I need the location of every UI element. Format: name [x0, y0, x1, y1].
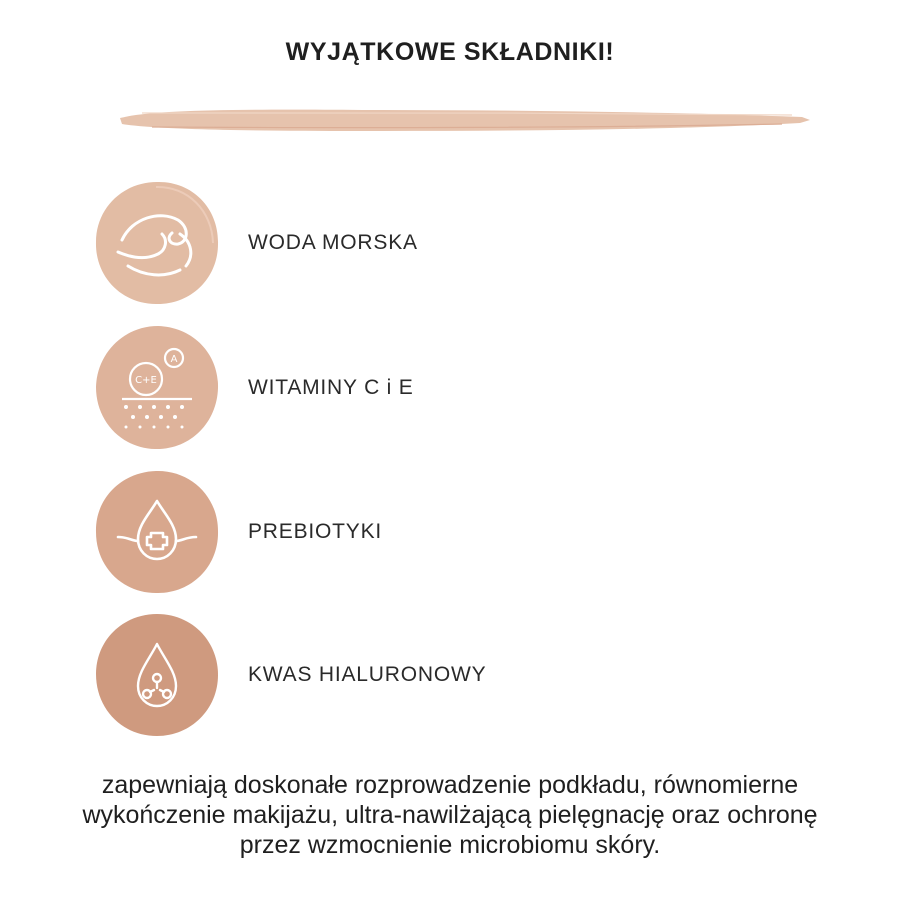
brush-stroke-divider	[112, 100, 812, 140]
ingredient-prebiotyki	[92, 467, 792, 597]
drop-plus-icon	[92, 467, 222, 597]
svg-text:A: A	[170, 354, 178, 365]
vitamins-icon	[92, 323, 222, 453]
ingredient-woda-morska	[92, 178, 792, 308]
ingredient-label: KWAS HIALURONOWY	[248, 663, 487, 686]
description-text: zapewniają doskonałe rozprowadzenie podkładu, równomierne wykończenie makijażu, ultra-nawilżającą pielęgnację oraz ochronę przez wzmocnienie microbiomu skóry.	[82, 771, 818, 859]
ingredient-kwas-hialuronowy	[92, 610, 792, 740]
molecule-drop-icon	[92, 610, 222, 740]
ingredient-label: WITAMINY C i E	[248, 376, 414, 399]
ingredient-label: PREBIOTYKI	[248, 520, 383, 543]
wave-icon	[92, 178, 222, 308]
ingredient-label: WODA MORSKA	[248, 231, 418, 254]
page-title: WYJĄTKOWE SKŁADNIKI!	[285, 38, 615, 66]
svg-text:C+E: C+E	[135, 375, 157, 386]
ingredient-witaminy	[92, 323, 792, 453]
